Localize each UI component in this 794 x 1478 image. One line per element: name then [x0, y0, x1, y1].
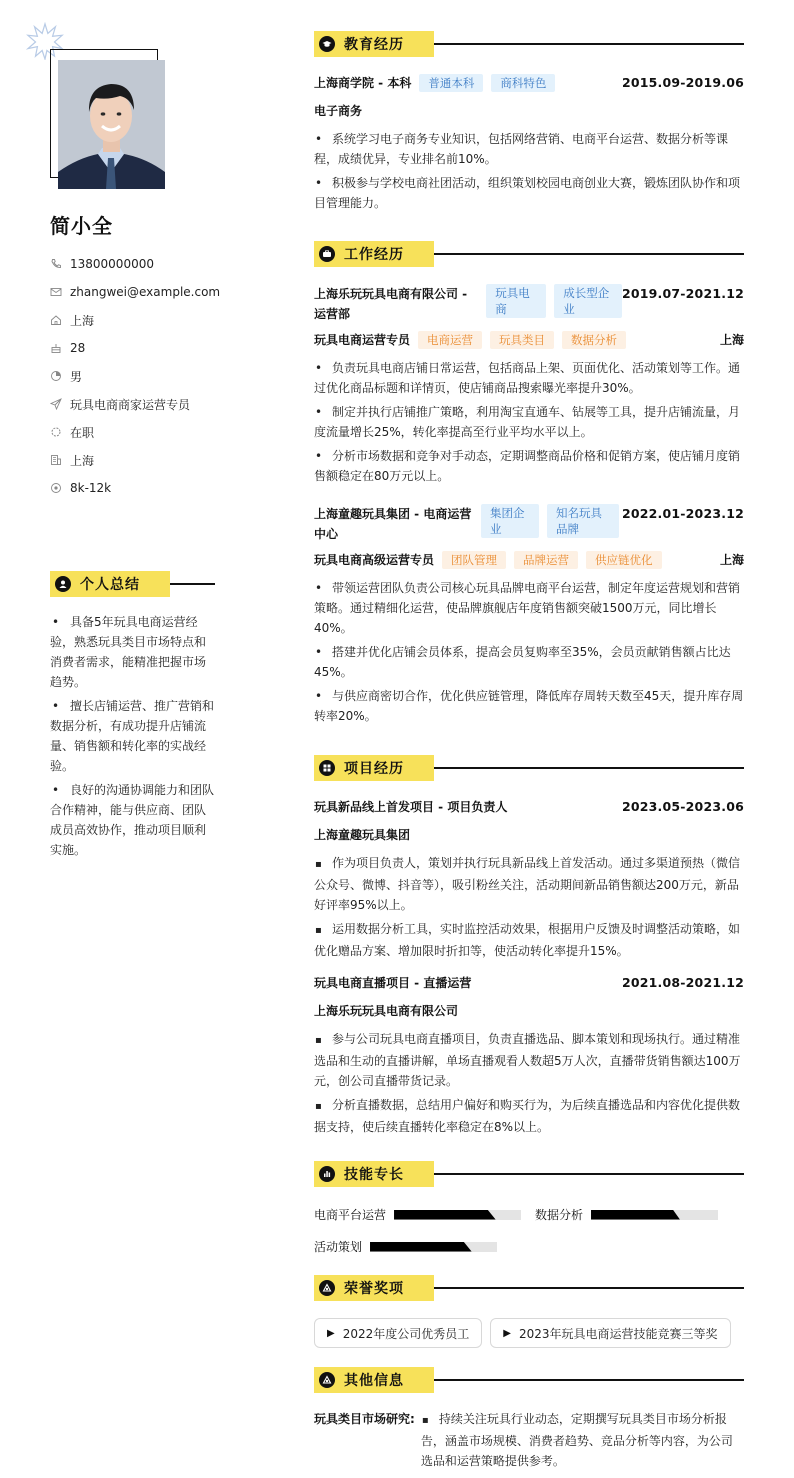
bullet-item: • 制定并执行店铺推广策略，利用淘宝直通车、钻展等工具，提升店铺流量，月度流量增长25%，转化率提高至行业平均水平以上。 — [314, 402, 744, 442]
job-entry — [314, 504, 744, 730]
sidebar — [0, 0, 260, 1478]
job-role: 玩具电商高级运营专员 — [314, 553, 435, 567]
grid-icon — [319, 760, 335, 776]
award-item — [490, 1318, 730, 1348]
job-bullets — [314, 358, 744, 486]
info-status — [50, 418, 220, 446]
bullet-item: • 带领运营团队负责公司核心玩具品牌电商平台运营，制定年度运营规划和营销策略。通过精细化运营，使品牌旗舰店年度销售额突破1500万元，同比增长40%。 — [314, 578, 744, 638]
bullet-item: • 负责玩具电商店铺日常运营，包括商品上架、页面优化、活动策划等工作。通过优化商品标题和详情页，使店铺商品搜索曝光率提升30%。 — [314, 358, 744, 398]
summary-item: • 良好的沟通协调能力和团队合作精神，能与供应商、团队成员高效协作，推动项目顺利实施。 — [50, 780, 215, 860]
project-org: 上海乐玩玩具电商有限公司 — [314, 1004, 459, 1018]
status-icon — [50, 426, 62, 438]
section-header-projects — [314, 755, 744, 781]
bullet-item: ▪ 持续关注玩具行业动态，定期撰写玩具类目市场分析报告，涵盖市场规模、消费者趋势、竞品分析等内容，为公司选品和运营策略提供参考。 — [421, 1409, 744, 1471]
school-tag: 商科特色 — [491, 74, 555, 92]
award-item — [314, 1318, 482, 1348]
info-value: 上海 — [70, 313, 95, 328]
section-header-awards — [314, 1275, 744, 1301]
section-tab — [50, 571, 170, 597]
company-name: 上海童趣玩具集团 - 电商运营中心 — [314, 507, 472, 541]
section-title: 荣誉奖项 — [344, 1281, 404, 1297]
company-tag: 玩具电商 — [486, 284, 546, 318]
job-location: 上海 — [719, 553, 744, 567]
gender-icon — [50, 370, 62, 382]
section-divider — [434, 1379, 744, 1380]
education-entry — [314, 73, 744, 217]
skill-name: 活动策划 — [314, 1240, 363, 1254]
other-info-bullets — [421, 1409, 744, 1475]
skill-bar-fill — [591, 1210, 680, 1220]
other-info-label: 玩具类目市场研究: — [314, 1412, 415, 1426]
briefcase-icon — [319, 246, 335, 262]
project-entry — [314, 797, 744, 965]
section-divider — [434, 1173, 744, 1174]
company-name: 上海乐玩玩具电商有限公司 - 运营部 — [314, 287, 468, 321]
info-position — [50, 390, 220, 418]
project-date: 2021.08-2021.12 — [621, 975, 744, 990]
send-icon — [50, 398, 62, 410]
bullet-item: ▪ 运用数据分析工具，实时监控活动效果，根据用户反馈及时调整活动策略，如优化赠品方案、增加限时折扣等，使活动转化率提升15%。 — [314, 919, 744, 961]
skill-item — [314, 1238, 497, 1255]
company-tag: 成长型企业 — [554, 284, 622, 318]
candidate-name: 简小全 — [50, 214, 113, 238]
skill-name: 电商平台运营 — [314, 1208, 387, 1222]
section-header-other — [314, 1367, 744, 1393]
role-tag: 供应链优化 — [586, 551, 662, 569]
info-value: 玩具电商商家运营专员 — [70, 397, 191, 412]
contact-info-list — [50, 250, 220, 502]
job-date: 2019.07-2021.12 — [621, 286, 744, 301]
info-city — [50, 446, 220, 474]
summary-list — [50, 612, 215, 864]
section-tab — [314, 1275, 434, 1301]
project-name: 玩具电商直播项目 - 直播运营 — [314, 976, 472, 990]
other-info-entry — [314, 1409, 744, 1475]
section-header-summary — [50, 571, 215, 597]
skill-bar — [591, 1210, 718, 1220]
triangle-right-icon: ▶ — [503, 1327, 511, 1339]
info-value: zhangwei@example.com — [70, 285, 221, 299]
graduation-cap-icon — [319, 36, 335, 52]
salary-icon — [50, 482, 62, 494]
bullet-item: ▪ 作为项目负责人，策划并执行玩具新品线上首发活动。通过多渠道预热（微信公众号、微博、抖音等），吸引粉丝关注，活动期间新品销售额达200万元，新品好评率95%以上。 — [314, 853, 744, 915]
bullet-item: • 与供应商密切合作，优化供应链管理，降低库存周转天数至45天，提升库存周转率20%。 — [314, 686, 744, 726]
section-title: 教育经历 — [344, 37, 404, 53]
school-name: 上海商学院 - 本科 — [314, 76, 412, 90]
info-value: 男 — [70, 369, 83, 384]
school-tag: 普通本科 — [419, 74, 483, 92]
section-divider — [434, 253, 744, 254]
section-title: 个人总结 — [80, 577, 140, 593]
skill-bar — [370, 1242, 497, 1252]
avatar — [58, 60, 165, 189]
job-bullets — [314, 578, 744, 726]
bullet-item: • 分析市场数据和竞争对手动态，定期调整商品价格和促销方案，使店铺月度销售额稳定在80万元以上。 — [314, 446, 744, 486]
section-tab — [314, 1367, 434, 1393]
mail-icon — [50, 286, 62, 298]
info-gender — [50, 362, 220, 390]
section-title: 项目经历 — [344, 761, 404, 777]
skill-bar-fill — [394, 1210, 496, 1220]
bar-chart-icon — [319, 1166, 335, 1182]
bullet-item: ▪ 分析直播数据，总结用户偏好和购买行为，为后续直播选品和内容优化提供数据支持，使后续直播转化率稳定在8%以上。 — [314, 1095, 744, 1137]
company-tag: 知名玩具品牌 — [547, 504, 619, 538]
education-bullets — [314, 129, 744, 213]
award-label: 2023年玩具电商运营技能竞赛三等奖 — [518, 1326, 718, 1341]
info-age — [50, 334, 220, 362]
section-tab — [314, 31, 434, 57]
role-tag: 数据分析 — [562, 331, 626, 349]
bullet-item: ▪ 参与公司玩具电商直播项目，负责直播选品、脚本策划和现场执行。通过精准选品和生动的直播讲解，单场直播观看人数超5万人次，直播带货销售额达100万元，创公司直播带货记录。 — [314, 1029, 744, 1091]
project-date: 2023.05-2023.06 — [621, 799, 744, 814]
building-icon — [50, 454, 62, 466]
skill-item — [314, 1206, 521, 1223]
award-label: 2022年度公司优秀员工 — [342, 1326, 470, 1341]
section-header-education — [314, 31, 744, 57]
section-header-work — [314, 241, 744, 267]
skill-bar — [394, 1210, 521, 1220]
phone-icon — [50, 258, 62, 270]
role-tag: 玩具类目 — [490, 331, 554, 349]
cake-icon — [50, 342, 62, 354]
bullet-item: • 积极参与学校电商社团活动，组织策划校园电商创业大赛，锻炼团队协作和项目管理能力。 — [314, 173, 744, 213]
info-value: 13800000000 — [70, 257, 154, 271]
section-tab — [314, 1161, 434, 1187]
section-tab — [314, 241, 434, 267]
info-value: 8k-12k — [70, 481, 112, 495]
triangle-right-icon: ▶ — [327, 1327, 335, 1339]
section-divider — [170, 583, 215, 584]
user-icon — [55, 576, 71, 592]
info-phone — [50, 250, 220, 278]
info-email — [50, 278, 220, 306]
skill-item — [535, 1206, 718, 1223]
project-bullets — [314, 853, 744, 961]
job-role: 玩具电商运营专员 — [314, 333, 411, 347]
info-value: 上海 — [70, 453, 95, 468]
summary-item: • 具备5年玩具电商运营经验，熟悉玩具类目市场特点和消费者需求，能精准把握市场趋势。 — [50, 612, 215, 692]
project-name: 玩具新品线上首发项目 - 项目负责人 — [314, 800, 508, 814]
info-value: 在职 — [70, 425, 95, 440]
project-bullets — [314, 1029, 744, 1137]
role-tag: 品牌运营 — [514, 551, 578, 569]
bullet-item: • 搭建并优化店铺会员体系，提高会员复购率至35%，会员贡献销售额占比达45%。 — [314, 642, 744, 682]
section-divider — [434, 43, 744, 44]
medal-icon — [319, 1280, 335, 1296]
section-divider — [434, 1287, 744, 1288]
section-title: 其他信息 — [344, 1373, 404, 1389]
major: 电子商务 — [314, 104, 363, 118]
info-value: 28 — [70, 341, 86, 355]
project-org: 上海童趣玩具集团 — [314, 828, 411, 842]
section-divider — [434, 767, 744, 768]
role-tag: 团队管理 — [442, 551, 506, 569]
role-tag: 电商运营 — [418, 331, 482, 349]
bullet-item: • 系统学习电子商务专业知识，包括网络营销、电商平台运营、数据分析等课程，成绩优异，专业排名前10%。 — [314, 129, 744, 169]
company-tag: 集团企业 — [481, 504, 539, 538]
skill-bar-fill — [370, 1242, 472, 1252]
section-header-skills — [314, 1161, 744, 1187]
info-location — [50, 306, 220, 334]
home-icon — [50, 314, 62, 326]
education-date: 2015.09-2019.06 — [621, 75, 744, 90]
skill-name: 数据分析 — [535, 1208, 584, 1222]
info-badge-icon — [319, 1372, 335, 1388]
job-location: 上海 — [719, 333, 744, 347]
section-tab — [314, 755, 434, 781]
section-title: 工作经历 — [344, 247, 404, 263]
section-title: 技能专长 — [344, 1167, 404, 1183]
awards-list — [314, 1318, 739, 1348]
project-entry — [314, 973, 744, 1141]
summary-item: • 擅长店铺运营、推广营销和数据分析，有成功提升店铺流量、销售额和转化率的实战经验。 — [50, 696, 215, 776]
job-entry — [314, 284, 744, 490]
job-date: 2022.01-2023.12 — [621, 506, 744, 521]
info-salary — [50, 474, 220, 502]
